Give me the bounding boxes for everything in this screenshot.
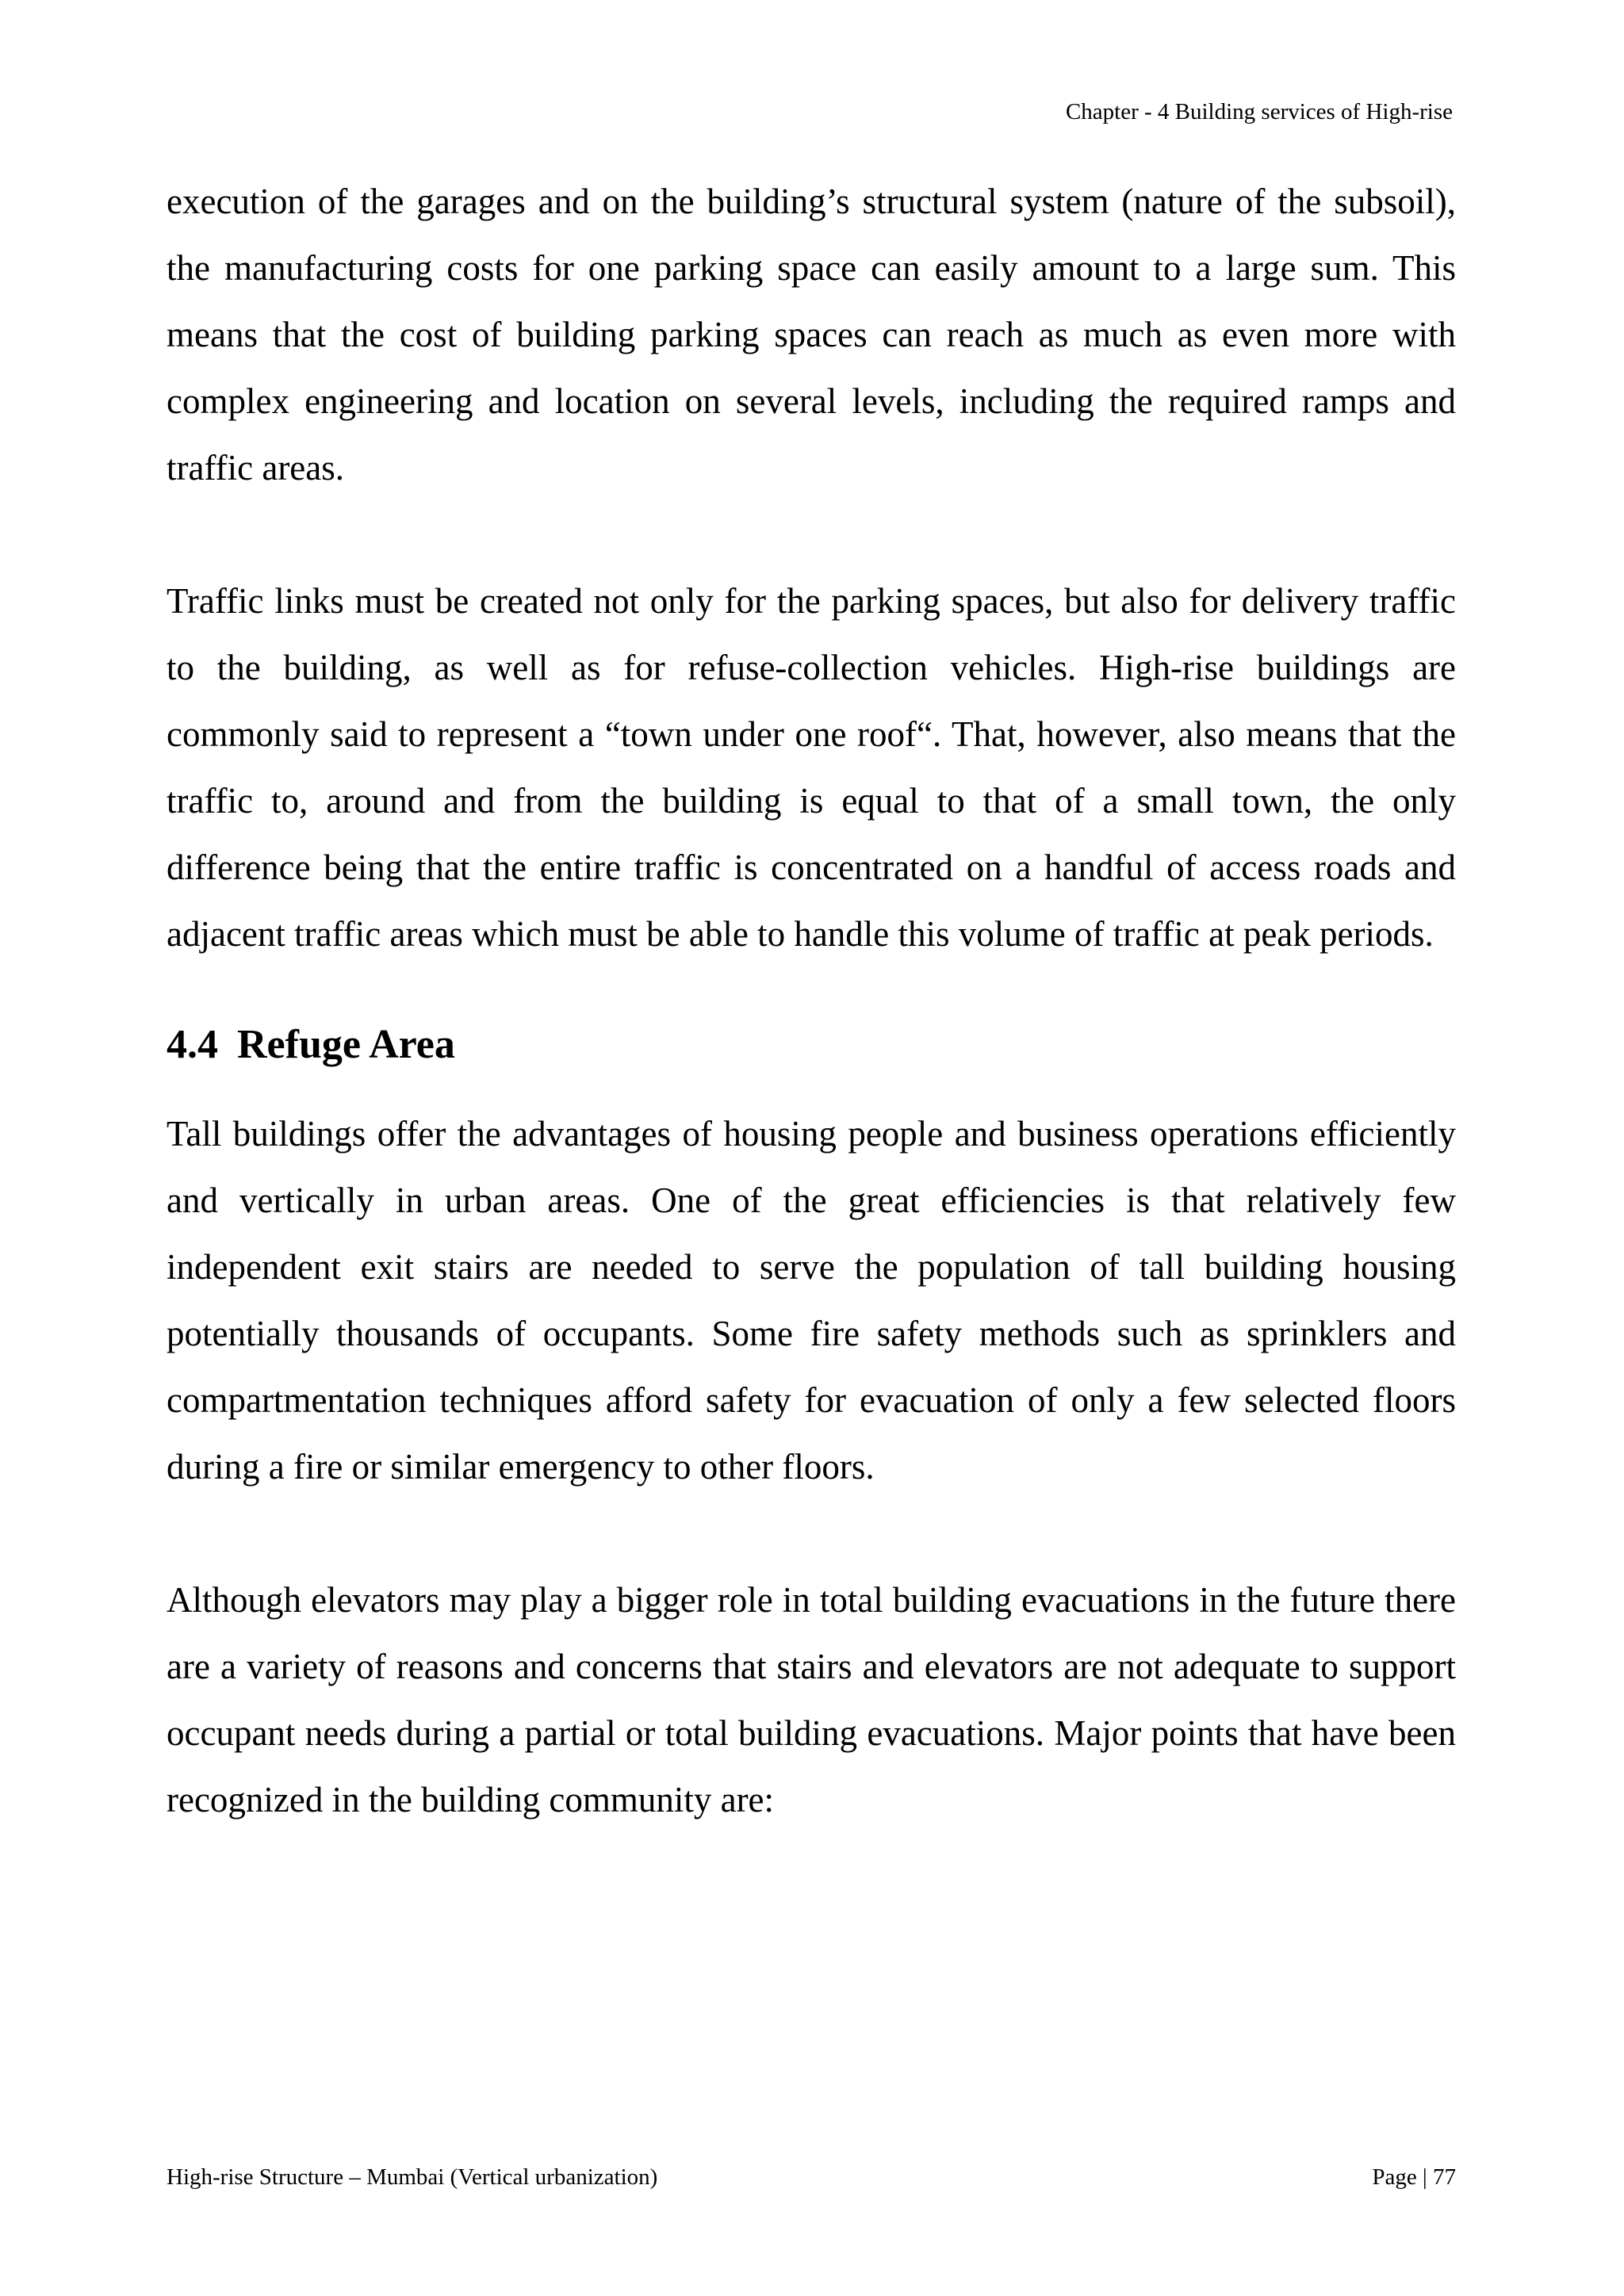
- page-footer: [167, 2163, 1456, 2191]
- footer-document-title: High-rise Structure – Mumbai (Vertical urbanization): [167, 2164, 658, 2190]
- section-number: 4.4: [167, 1022, 218, 1067]
- page-number: Page | 77: [1372, 2164, 1456, 2190]
- body-paragraph: execution of the garages and on the building’s structural system (nature of the subsoil), the manufacturing costs for one parking space can easily amount to a large sum. This means that the cost of building parking spaces can reach as much as even more with complex engineering and location on several levels, including the required ramps and traffic areas.: [167, 182, 1456, 488]
- body-paragraph: Although elevators may play a bigger role in total building evacuations in the future there are a variety of reasons and concerns that stairs and elevators are not adequate to support occupant needs during a partial or total building evacuations. Major points that have been recognized in the building community are:: [167, 1580, 1456, 1820]
- section-title: Refuge Area: [237, 1022, 455, 1067]
- page-body: [167, 168, 1456, 1833]
- body-paragraph: Traffic links must be created not only for the parking spaces, but also for delivery traffic to the building, as well as for refuse-collection vehicles. High-rise buildings are commonly said to represent a “town under one roof“. That, however, also means that the traffic to, around and from the building is equal to that of a small town, the only difference being that the entire traffic is concentrated on a handful of access roads and adjacent traffic areas which must be able to handle this volume of traffic at peak periods.: [167, 581, 1456, 954]
- section-heading: [167, 1021, 1456, 1069]
- running-header: Chapter - 4 Building services of High-rise: [1065, 99, 1453, 124]
- body-paragraph: Tall buildings offer the advantages of housing people and business operations efficiently and vertically in urban areas. One of the great efficiencies is that relatively few independent exit stairs are needed to serve the population of tall building housing potentially thousands of occupants. Some fire safety methods such as sprinklers and compartmentation techniques afford safety for evacuation of only a few selected floors during a fire or similar emergency to other floors.: [167, 1114, 1456, 1487]
